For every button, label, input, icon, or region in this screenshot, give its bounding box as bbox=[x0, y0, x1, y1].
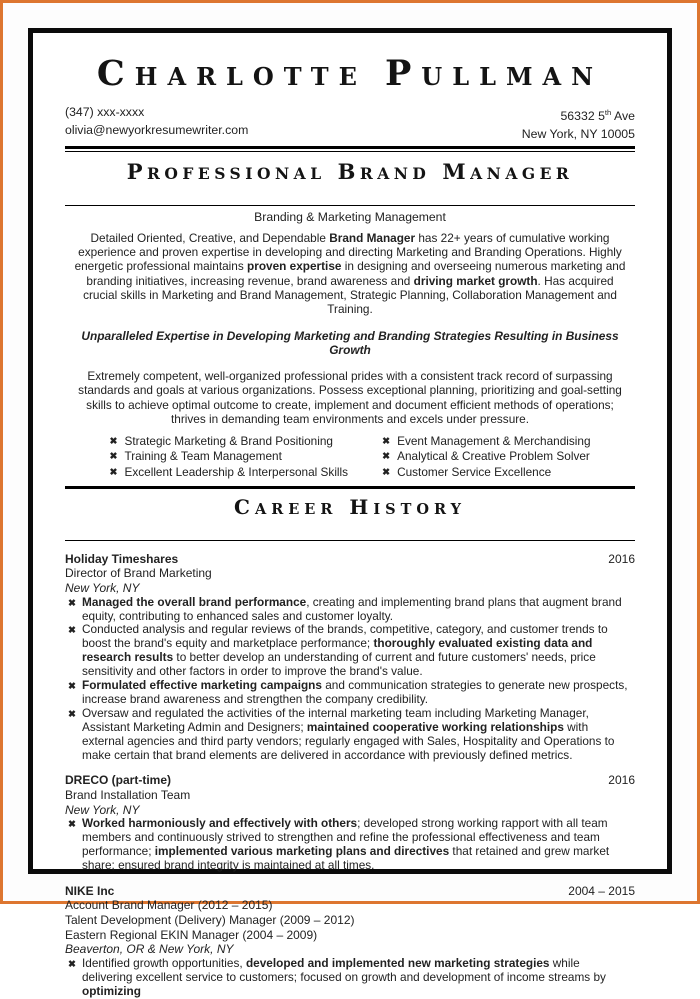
heading-word: PULLMAN bbox=[384, 53, 604, 94]
job-entry bbox=[65, 773, 635, 872]
phone-number: (347) xxx-xxxx bbox=[65, 105, 145, 119]
job-title: Talent Development (Delivery) Manager (2009 – 2012) bbox=[65, 913, 355, 928]
contact-right bbox=[522, 104, 635, 143]
text-run: in designing and overseeing numerous marketing and branding initiatives, increasing revenue, brand awareness and bbox=[86, 259, 626, 288]
job-header bbox=[65, 773, 635, 788]
x-bullet-icon: ✖ bbox=[68, 819, 76, 831]
bullet-text bbox=[82, 596, 635, 624]
bullet-text bbox=[82, 817, 635, 873]
skill-label: Training & Team Management bbox=[124, 449, 282, 464]
job-title: Director of Brand Marketing bbox=[65, 566, 212, 581]
skills-list bbox=[65, 434, 635, 480]
job-dates: 2016 bbox=[608, 773, 635, 788]
skill-item bbox=[382, 449, 590, 464]
job-company: Holiday Timeshares bbox=[65, 551, 179, 566]
x-bullet-icon: ✖ bbox=[382, 466, 391, 478]
resume-title bbox=[65, 156, 635, 185]
job-location: New York, NY bbox=[65, 581, 140, 596]
resume-frame bbox=[28, 28, 672, 998]
summary-paragraph-2: Extremely competent, well-organized professional prides with a consistent track record of surpassing standards and goals at various organizations. Possess exceptional planning, prioritizing and goal-setting skills to achieve optimal outcome to create, implement and document efficient methods of operations; thrives in demanding team environments and excels under pressure. bbox=[78, 369, 622, 426]
text-run: Identified growth opportunities, bbox=[82, 955, 246, 970]
career-divider-bottom bbox=[65, 540, 635, 541]
job-bullet bbox=[65, 957, 635, 999]
heading-word: BRAND bbox=[337, 159, 431, 185]
address-line-2: New York, NY 10005 bbox=[521, 126, 635, 141]
job-bullet bbox=[65, 623, 635, 679]
text-run: ; developed strong working rapport with all team members and continuously strived to strengthen and refine the professional effectiveness and team performance; bbox=[82, 816, 608, 859]
skill-item bbox=[109, 434, 348, 449]
skill-label: Excellent Leadership & Interpersonal Skills bbox=[124, 464, 349, 479]
x-bullet-icon: ✖ bbox=[68, 708, 76, 720]
x-bullet-icon: ✖ bbox=[382, 436, 391, 448]
text-run: maintained cooperative working relationships bbox=[306, 719, 564, 734]
job-company: NIKE Inc bbox=[65, 883, 115, 898]
contact-block bbox=[65, 104, 635, 143]
text-run: implemented various marketing plans and directives bbox=[154, 844, 450, 859]
job-location: New York, NY bbox=[65, 802, 140, 817]
skill-label: Analytical & Creative Problem Solver bbox=[397, 449, 590, 464]
skill-item bbox=[109, 465, 348, 480]
bullet-text bbox=[82, 623, 635, 679]
address-line-1 bbox=[522, 104, 635, 126]
job-entry bbox=[65, 884, 635, 999]
text-run: thoroughly evaluated existing data and research results bbox=[82, 636, 593, 665]
contact-left bbox=[65, 104, 248, 143]
summary-tagline: Unparalleled Expertise in Developing Marketing and Branding Strategies Resulting in Business Growth bbox=[81, 329, 619, 358]
x-bullet-icon: ✖ bbox=[68, 958, 76, 970]
text-run: has 22+ years of cumulative working experience and proven expertise in developing and directing Marketing and Branding Operations. Highly energetic professional maintains bbox=[74, 231, 622, 274]
text-run: Formulated effective marketing campaigns bbox=[82, 678, 322, 693]
text-run: Brand Manager bbox=[329, 231, 416, 245]
text-run: proven expertise bbox=[247, 259, 342, 274]
job-header bbox=[65, 552, 635, 567]
job-dates: 2016 bbox=[608, 551, 635, 566]
x-bullet-icon: ✖ bbox=[109, 436, 118, 448]
skills-column-left bbox=[109, 434, 348, 480]
text-run: Managed the overall brand performance bbox=[82, 594, 307, 609]
skill-item bbox=[109, 449, 348, 464]
heading-word: HISTORY bbox=[349, 494, 466, 519]
skill-item bbox=[382, 434, 590, 449]
text-run: with external agencies and third party vendors; regularly engaged with Sales, Hospitality and Operations to make certain that brand elements are delivered in accordance with previously defined metrics. bbox=[82, 719, 615, 762]
career-divider-top bbox=[65, 486, 635, 489]
resume-subtitle: Branding & Marketing Management bbox=[254, 210, 446, 224]
job-title: Brand Installation Team bbox=[65, 788, 191, 803]
text-run: , creating and implementing brand plans that augment brand equity, contributing to enhanced sales and customer loyalty. bbox=[82, 594, 622, 623]
x-bullet-icon: ✖ bbox=[382, 451, 391, 463]
text-run: that retained and grew market share; ensured brand integrity is maintained at all times. bbox=[82, 844, 610, 872]
heading-word: CHARLOTTE bbox=[96, 53, 367, 94]
text-run: Oversaw and regulated the activities of the internal marketing team including Marketing Manager, Assistant Marketing Admin and Designers; bbox=[82, 705, 589, 734]
text-run: 56332 5 bbox=[560, 109, 605, 124]
text-run: to better develop an understanding of current and future customers' needs, price sensitivity and other factors in order to improve the brand's value. bbox=[82, 650, 596, 679]
skill-label: Strategic Marketing & Brand Positioning bbox=[124, 434, 333, 449]
bullet-text bbox=[82, 707, 635, 763]
job-title: Account Brand Manager (2012 – 2015) bbox=[65, 898, 273, 913]
heading-word: CAREER bbox=[234, 494, 338, 519]
bullet-text bbox=[82, 679, 635, 707]
text-run: th bbox=[604, 108, 612, 117]
text-run: Conducted analysis and regular reviews of the brands, competitive, category, and customer trends to boost the brand's equity and marketplace performance; bbox=[82, 622, 608, 651]
person-name bbox=[65, 53, 635, 94]
job-header bbox=[65, 884, 635, 899]
job-title: Eastern Regional EKIN Manager (2004 – 2009) bbox=[65, 927, 318, 942]
summary-paragraph-1 bbox=[70, 231, 630, 316]
x-bullet-icon: ✖ bbox=[68, 625, 76, 637]
jobs-list bbox=[65, 552, 635, 999]
x-bullet-icon: ✖ bbox=[68, 681, 76, 693]
job-entry bbox=[65, 552, 635, 763]
x-bullet-icon: ✖ bbox=[109, 451, 118, 463]
heading-word: MANAGER bbox=[442, 159, 574, 185]
bullet-text bbox=[82, 957, 635, 999]
job-bullet bbox=[65, 707, 635, 763]
x-bullet-icon: ✖ bbox=[109, 466, 118, 478]
text-run: while delivering excellent service to customers; focused on growth and development of income streams by bbox=[82, 955, 606, 984]
text-run: Ave bbox=[611, 109, 635, 124]
x-bullet-icon: ✖ bbox=[68, 597, 76, 609]
header-divider bbox=[65, 146, 635, 152]
skill-item bbox=[382, 465, 590, 480]
text-run: optimizing bbox=[82, 983, 141, 998]
job-bullet bbox=[65, 679, 635, 707]
skill-label: Event Management & Merchandising bbox=[397, 434, 591, 449]
job-bullet bbox=[65, 596, 635, 624]
skill-label: Customer Service Excellence bbox=[397, 464, 552, 479]
text-run: driving market growth bbox=[413, 273, 538, 288]
email-address: olivia@newyorkresumewriter.com bbox=[65, 122, 249, 137]
job-company: DRECO (part-time) bbox=[65, 773, 172, 788]
job-bullet bbox=[65, 817, 635, 873]
career-heading bbox=[65, 491, 635, 520]
job-location: Beaverton, OR & New York, NY bbox=[65, 942, 234, 957]
skills-column-right bbox=[382, 434, 590, 480]
text-run: Detailed Oriented, Creative, and Dependable bbox=[90, 231, 330, 245]
text-run: and communication strategies to generate new prospects, increase brand awareness and strengthen the company credibility. bbox=[82, 678, 628, 706]
text-run: . Has acquired crucial skills in Marketing and Brand Management, Strategic Planning, Collaboration Management and Training. bbox=[83, 273, 617, 317]
text-run: developed and implemented new marketing strategies bbox=[245, 955, 550, 970]
text-run: Worked harmoniously and effectively with others bbox=[82, 816, 358, 831]
title-divider bbox=[65, 205, 635, 206]
heading-word: PROFESSIONAL bbox=[126, 159, 326, 185]
job-dates: 2004 – 2015 bbox=[568, 883, 635, 898]
